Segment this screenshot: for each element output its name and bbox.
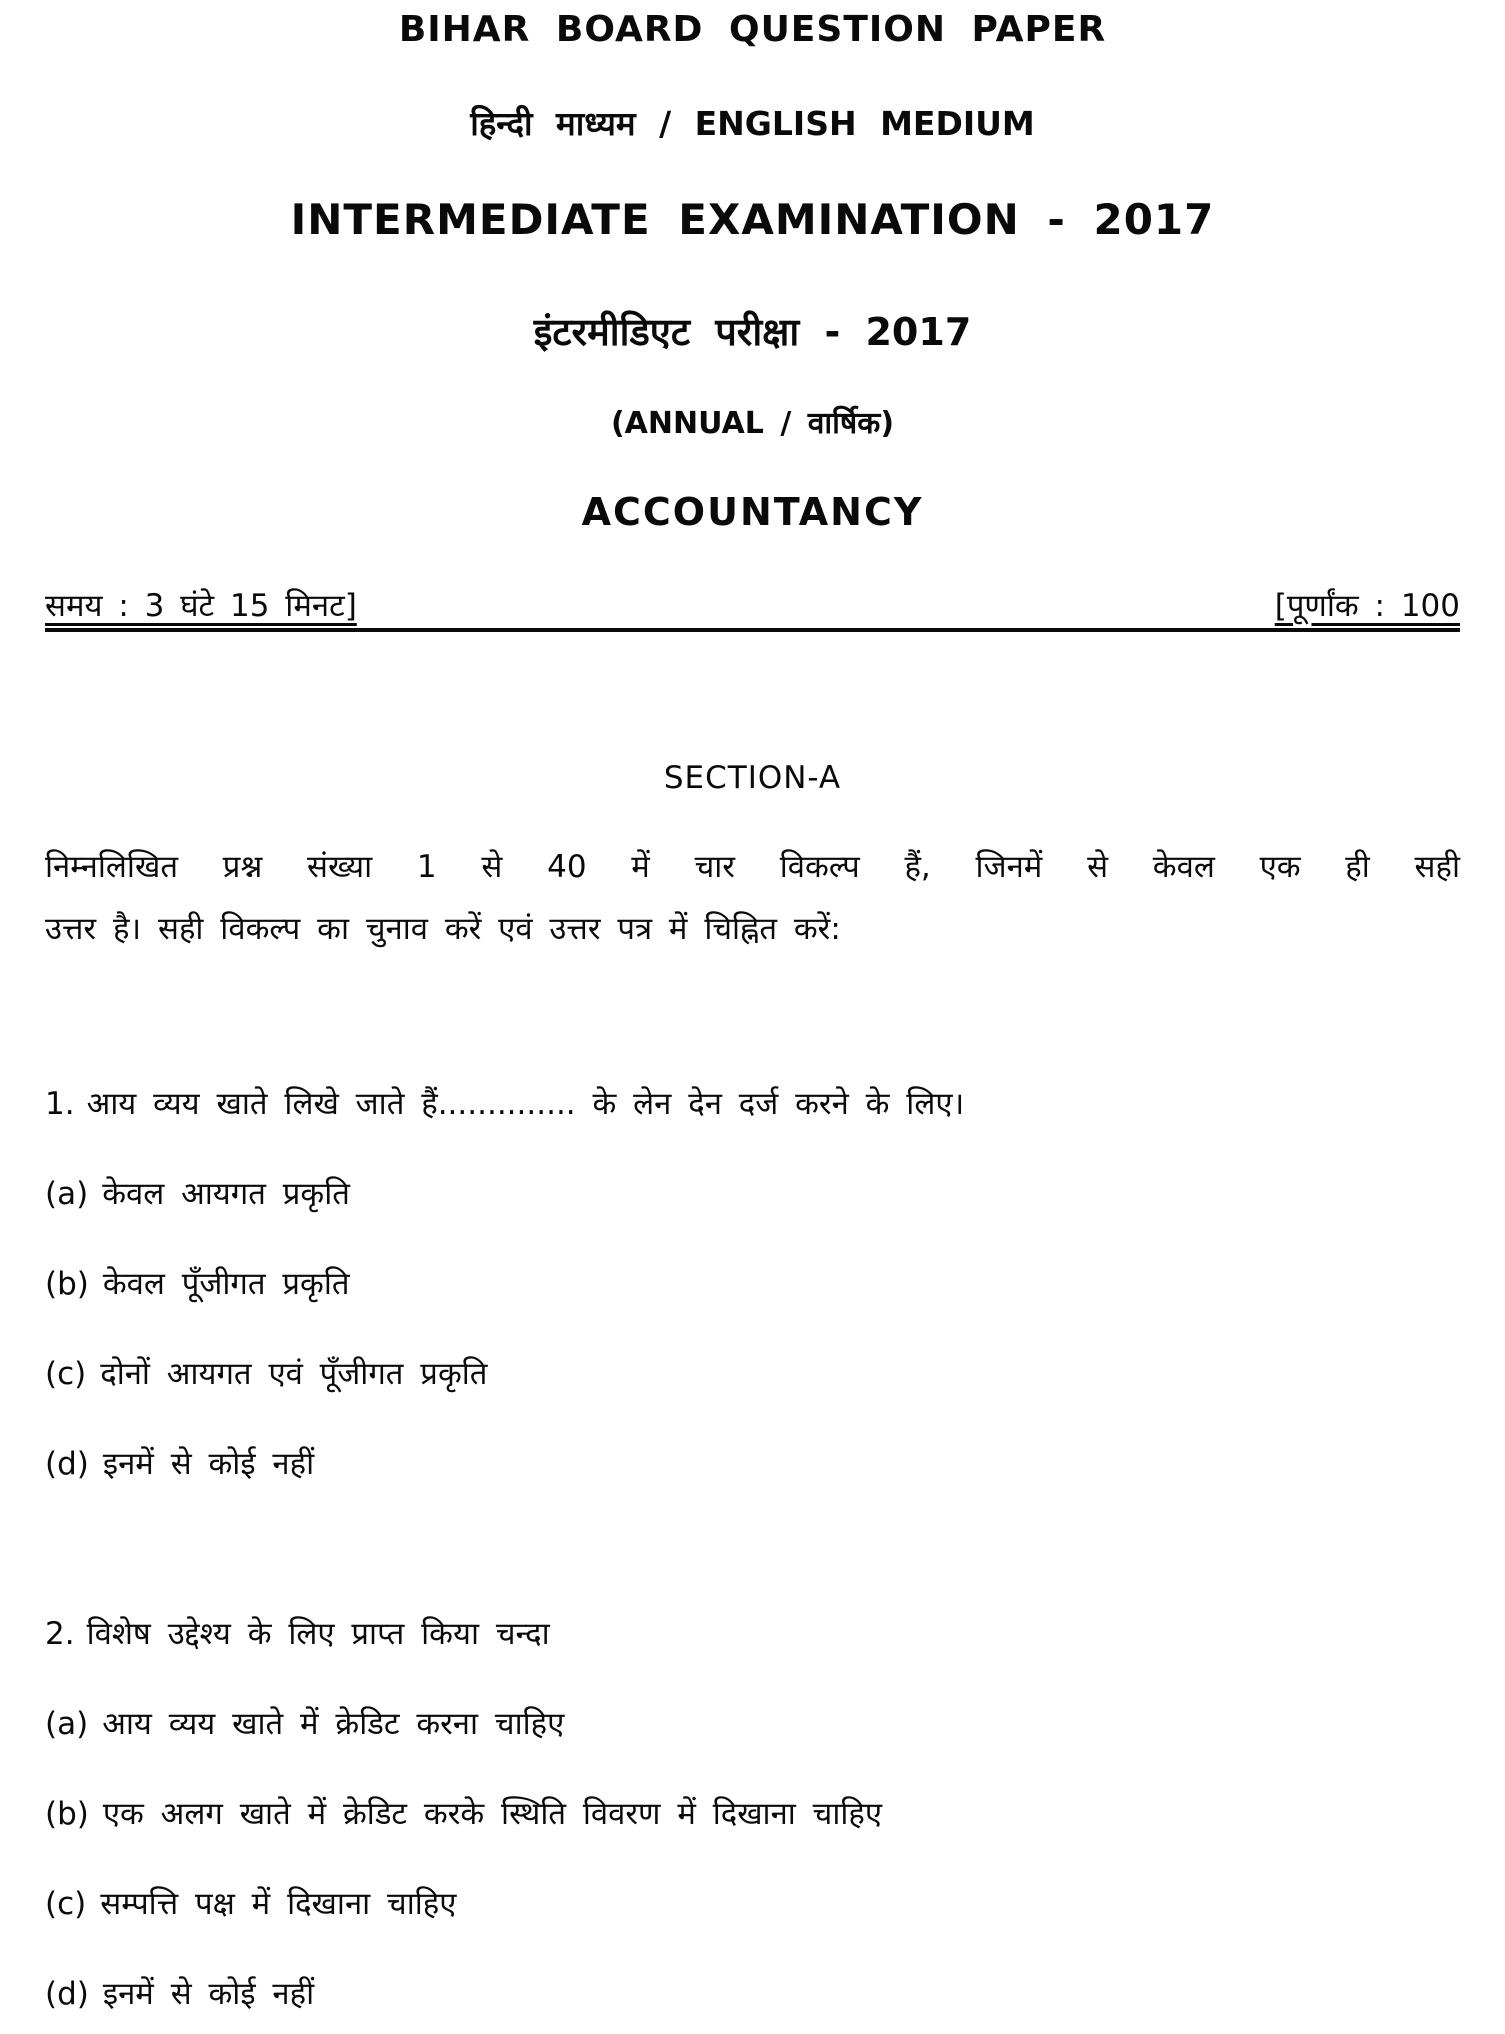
option-text: केवल पूँजीगत प्रकृति [102,1266,350,1302]
option-label: (a) [45,1706,89,1742]
instructions-line-1: निम्नलिखित प्रश्न संख्या 1 से 40 में चार विकल्प हैं, जिनमें से केवल एक ही सही [45,849,1460,885]
subject-title: ACCOUNTANCY [581,490,924,534]
exam-title-english: INTERMEDIATE EXAMINATION - 2017 [290,195,1215,244]
medium-line: हिन्दी माध्यम / ENGLISH MEDIUM [470,104,1035,143]
question-2-option-d [45,1972,1460,2016]
section-title: SECTION-A [663,760,842,796]
full-marks: [पूर्णांक : 100 [1274,588,1460,624]
question-1-number: 1. [45,1086,75,1122]
exam-title-hindi: इंटरमीडिएट परीक्षा - 2017 [533,310,972,354]
option-text: आय व्यय खाते में क्रेडिट करना चाहिए [102,1706,565,1742]
option-label: (c) [45,1886,87,1922]
question-1-option-d [45,1442,1460,1486]
option-text: दोनों आयगत एवं पूँजीगत प्रकृति [100,1356,488,1392]
question-1-text [45,1082,1460,1126]
question-2-body: विशेष उद्देश्य के लिए प्राप्त किया चन्दा [86,1616,550,1652]
question-2-option-a [45,1702,1460,1746]
option-text: इनमें से कोई नहीं [102,1976,315,2012]
question-2 [45,1612,1460,2016]
question-1-option-a [45,1172,1460,1216]
question-1-body: आय व्यय खाते लिखे जाते हैं.............. के लेन देन दर्ज करने के लिए। [86,1086,965,1122]
option-label: (c) [45,1356,87,1392]
option-text: केवल आयगत प्रकृति [102,1176,350,1212]
option-text: एक अलग खाते में क्रेडिट करके स्थिति विवरण में दिखाना चाहिए [102,1796,883,1832]
annual-line: (ANNUAL / वार्षिक) [610,406,895,441]
question-2-option-c [45,1882,1460,1926]
paper-header [45,8,1460,536]
question-1 [45,1082,1460,1486]
option-label: (b) [45,1266,89,1302]
option-label: (b) [45,1796,89,1832]
question-2-number: 2. [45,1616,75,1652]
time-allowed: समय : 3 घंटे 15 मिनट] [45,588,357,624]
board-title: BIHAR BOARD QUESTION PAPER [398,9,1107,50]
option-text: इनमें से कोई नहीं [102,1446,315,1482]
instructions-line-2: उत्तर है। सही विकल्प का चुनाव करें एवं उत्तर पत्र में चिह्नित करें: [45,911,841,947]
question-1-option-b [45,1262,1460,1306]
section-instructions [45,836,1460,960]
option-label: (a) [45,1176,89,1212]
question-2-option-b [45,1792,1460,1836]
question-2-text [45,1612,1460,1656]
time-marks-row [45,584,1460,632]
option-label: (d) [45,1446,89,1482]
question-1-option-c [45,1352,1460,1396]
option-label: (d) [45,1976,89,2012]
option-text: सम्पत्ति पक्ष में दिखाना चाहिए [100,1886,457,1922]
